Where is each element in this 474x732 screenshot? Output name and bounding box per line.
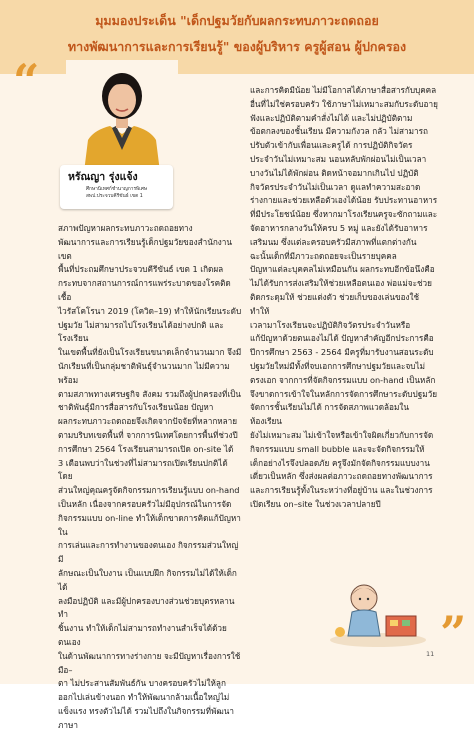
page-title bbox=[10, 8, 464, 60]
right-text-column bbox=[250, 84, 438, 512]
speaker-role-line-1: ศึกษานิเทศก์ชำนาญการพิเศษ bbox=[86, 187, 148, 192]
speaker-role bbox=[86, 186, 147, 200]
child-playing-illustration bbox=[326, 568, 430, 650]
right-column-text: และการคิดมีน้อย ไม่มีโอกาสได้ภาษาสื่อสารกับบุคคล อื่นที่ไม่ใช่ครอบครัว ใช้ภาษาไม่เหมาะสมกับระดับอายุ ฟังและปฏิบัติตามคำสั่งไม่ได้ และไม่ปฏิบัติตาม ข้อตกลงของชั้นเรียน มีความกังวล กลัว ไม่สามารถ ปรับตัวเข้ากับเพื่อนและครูได้ การปฏิบัติกิจวัตร ประจำวันไม่เหมาะสม นอนหลับพักผ่อนไม่เป็นเวลา บางวันไม่ได้พักผ่อน ติดหน้าจอมากเกินไป ปฏิบัติ กิจวัตรประจำวันไม่เป็นเวลา ดูแลทำความสะอาด ร่างกายและช่วยเหลือตัวเองได้น้อย รับประทานอาหาร ที่มีประโยชน์น้อย ซึ่งหากมาโรงเรียนครูจะซักถามและ จัดอาหารกลางวันให้ครบ 5 หมู่ และยังได้รับอาหาร เสริมนม ซึ่งแต่ละครอบครัวมีสภาพที่แตกต่างกัน ฉะนั้นเด็กที่มีภาวะถดถอยจะเป็นรายบุคคล ปัญหาแต่ละบุคคลไม่เหมือนกัน ผลกระทบอีกข้อนึงคือ ไม่ได้รับการส่งเสริมให้ช่วยเหลือตนเอง พ่อแม่จะช่วย ติดกระดุมให้ ช่วยแต่งตัว ช่วยเก็บของเล่นของใช้ทำให้ เวลามาโรงเรียนจะปฏิบัติกิจวัตรประจำวันหรือ แก้ปัญหาด้วยตนเองไม่ได้ ปัญหาสำคัญอีกประการคือ ปีการศึกษา 2563 - 2564 มีครูที่มารับงานสอนระดับ ปฐมวัยใหม่มีทั้งที่จบเอกการศึกษาปฐมวัยและจบไม่ ตรงเอก จากการที่จัดกิจกรรมแบบ on-hand เป็นหลัก จึงขาดการเข้าใจในหลักการจัดการศึกษาระดับปฐมวัย จัดการชั้นเรียนไม่ได้ การจัดสภาพแวดล้อมในห้องเรียน ยังไม่เหมาะสม ไม่เข้าใจหรือเข้าใจผิดเกี่ยวกับการจัด กิจกรรมแบบ small bubble และจะจัดกิจกรรมให้ เด็กอย่างไรจึงปลอดภัย ครูจึงมักจัดกิจกรรมแบบงาน เดี่ยวเป็นหลัก ซึ่งส่งผลต่อภาวะถดถอยทางพัฒนาการ และการเรียนรู้ทั้งในระหว่างที่อยู่บ้าน และในช่วงการ เปิดเรียน on–site ในช่วงเวลาปลายปี bbox=[250, 85, 438, 509]
title-line-2: ทางพัฒนาการและการเรียนรู้" ของผู้บริหาร ครูผู้สอน ผู้ปกครอง bbox=[67, 39, 407, 54]
page-number: 11 bbox=[426, 650, 435, 658]
close-quote-icon: ” bbox=[440, 606, 467, 660]
left-column-text: สภาพปัญหาผลกระทบภาวะถดถอยทาง พัฒนาการและการเรียนรู้เด็กปฐมวัยของสำนักงานเขต พื้นที่ประถมศึกษาประจวบคีรีขันธ์ เขต 1 เกิดผล กระทบจากสถานการณ์การแพร่ระบาดของโรคติดเชื้อ ไวรัสโคโรนา 2019 (โควิด–19) ทำให้นักเรียนระดับ ปฐมวัย ไม่สามารถไปโรงเรียนได้อย่างปกติ และโรงเรียน ในเขตพื้นที่ยังเป็นโรงเรียนขนาดเล็กจำนวนมาก จึงมี นักเรียนที่เป็นกลุ่มชาติพันธุ์จำนวนมาก ไม่มีความพร้อม ตามสภาพทางเศรษฐกิจ สังคม รวมถึงผู้ปกครองที่เป็น ชาติพันธุ์มีการสื่อสารกับโรงเรียนน้อย ปัญหา ผลกระทบภาวะถดถอยจึงเกิดจากปัจจัยที่หลากหลาย ตามบริบทเขตพื้นที่ จากการนิเทศโดยการพื้นที่ช่วงปี การศึกษา 2564 โรงเรียนสามารถเปิด on-site ได้ 3 เดือนพบว่าในช่วงที่ไม่สามารถเปิดเรียนปกติได้ โดย ส่วนใหญ่คุณครูจัดกิจกรรมการเรียนรู้แบบ on-hand เป็นหลัก เนื่องจากครอบครัวไม่มีอุปกรณ์ในการจัด กิจกรรมแบบ on-line ทำให้เด็กขาดการคิดแก้ปัญหาใน การเล่นและการทำงานของตนเอง กิจกรรมส่วนใหญ่ มี ลักษณะเป็นใบงาน เป็นแบบฝึก กิจกรรมไม่ได้ให้เด็กได้ ลงมือปฏิบัติ และมีผู้ปกครองบางส่วนช่วยบุตรหลานทำ ชิ้นงาน ทำให้เด็กไม่สามารถทำงานสำเร็จได้ด้วยตนเอง ในด้านพัฒนาการทางร่างกาย จะมีปัญหาเรื่องการใช้มือ– ตา ไม่ประสานสัมพันธ์กัน บางครอบครัวไม่ให้ลูก ออกไปเล่นข้างนอก ทำให้พัฒนากล้ามเนื้อใหญ่ไม่ แข็งแรง ทรงตัวไม่ได้ รวมไปถึงในกิจกรรมที่พัฒนาภาษา bbox=[58, 223, 242, 730]
speaker-name: หรัณญา รุ่งแจ้ง bbox=[68, 171, 138, 183]
speaker-photo bbox=[66, 60, 178, 172]
speaker-name-card bbox=[60, 165, 173, 209]
title-line-1: มุมมองประเด็น "เด็กปฐมวัยกับผลกระทบภาวะถดถอย bbox=[95, 13, 379, 28]
left-text-column bbox=[58, 222, 243, 732]
speaker-role-line-2: สพป.ประจวบคีรีขันธ์ เขต 1 bbox=[86, 194, 143, 199]
open-quote-icon: “ bbox=[13, 54, 40, 108]
